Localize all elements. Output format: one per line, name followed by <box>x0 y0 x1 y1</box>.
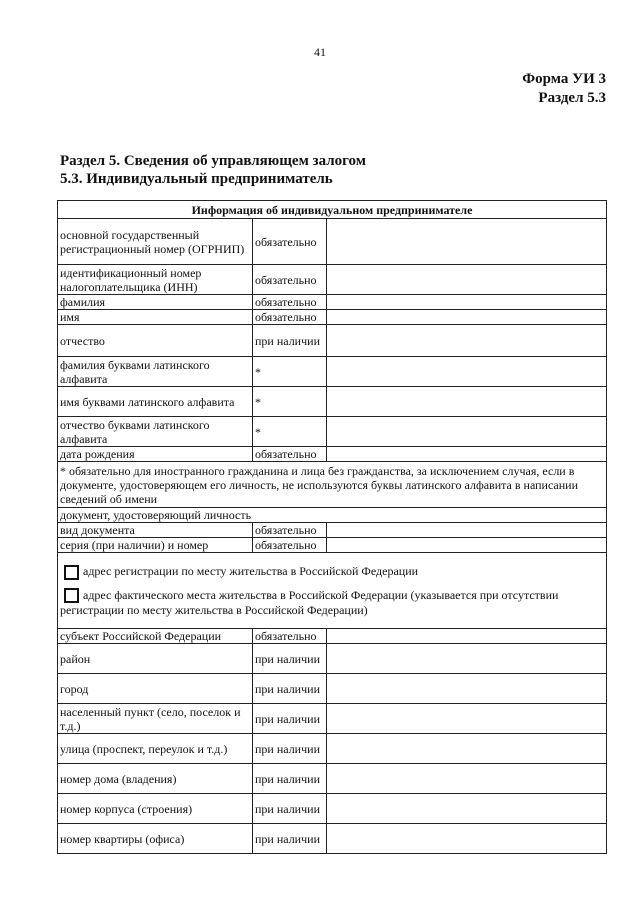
field-value-cell[interactable] <box>327 219 607 265</box>
entrepreneur-info-table <box>57 200 607 854</box>
field-label: серия (при наличии) и номер <box>58 538 253 553</box>
address-option-checkbox[interactable] <box>64 565 79 580</box>
field-label: район <box>58 644 253 674</box>
field-value-cell[interactable] <box>327 310 607 325</box>
table-row <box>58 265 607 295</box>
field-value-cell[interactable] <box>327 523 607 538</box>
address-option-label: адрес фактического места жительства в Российской Федерации (указывается при отсутствии регистрации по месту жительства в Российской Федерации) <box>60 587 559 618</box>
section-title: Раздел 5. Сведения об управляющем залогом <box>60 153 366 169</box>
field-label: имя буквами латинского алфавита <box>58 387 253 417</box>
field-value-cell[interactable] <box>327 824 607 854</box>
field-label: отчество <box>58 325 253 357</box>
table-row <box>58 629 607 644</box>
field-value-cell[interactable] <box>327 704 607 734</box>
table-row <box>58 295 607 310</box>
table-row <box>58 325 607 357</box>
field-value-cell[interactable] <box>327 417 607 447</box>
field-value-cell[interactable] <box>327 265 607 295</box>
table-header: Информация об индивидуальном предпринимателе <box>58 201 607 219</box>
field-requirement: при наличии <box>253 704 327 734</box>
field-label: фамилия буквами латинского алфавита <box>58 357 253 387</box>
table-row <box>58 417 607 447</box>
field-requirement: обязательно <box>253 538 327 553</box>
field-requirement: обязательно <box>253 219 327 265</box>
field-requirement: обязательно <box>253 310 327 325</box>
field-requirement: * <box>253 357 327 387</box>
field-value-cell[interactable] <box>327 295 607 310</box>
subsection-title: 5.3. Индивидуальный предприниматель <box>60 171 333 187</box>
field-requirement: при наличии <box>253 824 327 854</box>
address-type-options-row <box>58 553 607 629</box>
field-label: номер корпуса (строения) <box>58 794 253 824</box>
field-value-cell[interactable] <box>327 447 607 462</box>
section-heading <box>60 152 366 188</box>
field-requirement: при наличии <box>253 794 327 824</box>
field-value-cell[interactable] <box>327 387 607 417</box>
address-option-checkbox[interactable] <box>64 588 79 603</box>
address-type-options <box>58 553 607 629</box>
address-option-label: адрес регистрации по месту жительства в Российской Федерации <box>83 563 419 578</box>
field-requirement: * <box>253 417 327 447</box>
field-value-cell[interactable] <box>327 674 607 704</box>
table-row <box>58 387 607 417</box>
field-requirement: обязательно <box>253 629 327 644</box>
page-number: 41 <box>314 45 326 59</box>
address-option <box>60 564 604 580</box>
field-requirement: обязательно <box>253 523 327 538</box>
table-row <box>58 219 607 265</box>
field-label: населенный пункт (село, поселок и т.д.) <box>58 704 253 734</box>
field-label: основной государственный регистрационный номер (ОГРНИП) <box>58 219 253 265</box>
field-requirement: при наличии <box>253 674 327 704</box>
field-label: фамилия <box>58 295 253 310</box>
table-row <box>58 523 607 538</box>
table-row <box>58 824 607 854</box>
field-requirement: * <box>253 387 327 417</box>
field-value-cell[interactable] <box>327 325 607 357</box>
table-row <box>58 704 607 734</box>
field-requirement: при наличии <box>253 325 327 357</box>
field-value-cell[interactable] <box>327 629 607 644</box>
field-label: субъект Российской Федерации <box>58 629 253 644</box>
address-option <box>60 588 604 618</box>
table-row <box>58 310 607 325</box>
field-requirement: обязательно <box>253 295 327 310</box>
field-value-cell[interactable] <box>327 357 607 387</box>
field-requirement: при наличии <box>253 734 327 764</box>
field-label: город <box>58 674 253 704</box>
table-header-row <box>58 201 607 219</box>
form-code: Форма УИ 3 <box>522 71 606 87</box>
footnote: * обязательно для иностранного гражданина и лица без гражданства, за исключением случая, если в документе, удостоверяющем его личность, не используются буквы латинского алфавита в написании сведений об имени <box>58 462 607 508</box>
table-row <box>58 357 607 387</box>
table-row <box>58 734 607 764</box>
table-row <box>58 764 607 794</box>
document-section-label-row <box>58 508 607 523</box>
field-value-cell[interactable] <box>327 644 607 674</box>
footnote-row <box>58 462 607 508</box>
field-value-cell[interactable] <box>327 734 607 764</box>
field-label: идентификационный номер налогоплательщика (ИНН) <box>58 265 253 295</box>
table-row <box>58 794 607 824</box>
table-row <box>58 674 607 704</box>
field-label: имя <box>58 310 253 325</box>
field-label: улица (проспект, переулок и т.д.) <box>58 734 253 764</box>
document-section-label: документ, удостоверяющий личность <box>58 508 607 523</box>
form-section: Раздел 5.3 <box>538 90 606 106</box>
field-value-cell[interactable] <box>327 764 607 794</box>
table-row <box>58 538 607 553</box>
table-row <box>58 644 607 674</box>
form-identifier <box>522 70 606 108</box>
field-requirement: при наличии <box>253 644 327 674</box>
field-requirement: обязательно <box>253 265 327 295</box>
field-requirement: при наличии <box>253 764 327 794</box>
field-value-cell[interactable] <box>327 538 607 553</box>
field-label: отчество буквами латинского алфавита <box>58 417 253 447</box>
field-label: номер квартиры (офиса) <box>58 824 253 854</box>
field-label: номер дома (владения) <box>58 764 253 794</box>
table-row <box>58 447 607 462</box>
field-label: вид документа <box>58 523 253 538</box>
field-label: дата рождения <box>58 447 253 462</box>
field-value-cell[interactable] <box>327 794 607 824</box>
field-requirement: обязательно <box>253 447 327 462</box>
